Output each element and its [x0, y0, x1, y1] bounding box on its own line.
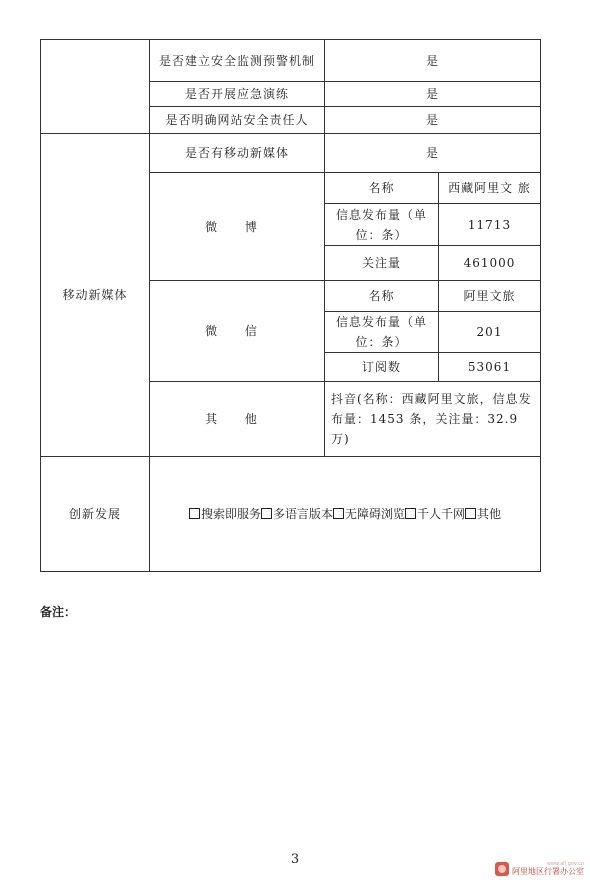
weibo-followers-value: 461000 [439, 246, 541, 281]
page-number: 3 [290, 852, 300, 867]
other-media-value: 抖音(名称：西藏阿里文旅，信息发布量：1453 条，关注量：32.9 万) [325, 382, 541, 457]
checkbox-other[interactable] [465, 508, 476, 519]
weibo-name-value: 西藏阿里文 旅 [439, 173, 541, 204]
mobile-media-section-label: 移动新媒体 [41, 134, 150, 457]
weibo-label: 微 博 [150, 173, 325, 281]
security-owner-value: 是 [325, 107, 541, 134]
other-media-label: 其 他 [150, 382, 325, 457]
watermark-url: www.ali.gov.cn [546, 861, 584, 867]
wechat-name-value: 阿里文旅 [439, 281, 541, 312]
table-row [41, 457, 541, 572]
option-multilingual: 多语言版本 [272, 507, 333, 521]
wechat-name-label: 名称 [325, 281, 439, 312]
wechat-label: 微 信 [150, 281, 325, 382]
checkbox-multilingual[interactable] [261, 508, 272, 519]
weibo-followers-label: 关注量 [325, 246, 439, 281]
option-personalized: 千人千网 [417, 507, 466, 521]
weibo-name-label: 名称 [325, 173, 439, 204]
option-accessibility: 无障碍浏览 [345, 507, 406, 521]
innovation-label: 创新发展 [41, 457, 150, 572]
checkbox-personalized[interactable] [405, 508, 416, 519]
innovation-checkbox-group [189, 504, 501, 524]
security-monitoring-value: 是 [325, 40, 541, 82]
emergency-drill-value: 是 [325, 82, 541, 107]
emergency-drill-label: 是否开展应急演练 [150, 82, 325, 107]
checkbox-search-as-service[interactable] [189, 508, 200, 519]
option-other: 其他 [477, 507, 502, 521]
has-mobile-media-value: 是 [325, 134, 541, 173]
section-cell-security [41, 40, 150, 134]
wechat-subscribers-value: 53061 [439, 353, 541, 382]
remarks-label: 备注： [40, 605, 77, 619]
weibo-posts-label: 信息发布量（单位：条） [325, 204, 439, 246]
weibo-posts-value: 11713 [439, 204, 541, 246]
table-row [41, 134, 541, 173]
report-table [40, 39, 541, 572]
watermark-name: 阿里地区行署办公室 [512, 867, 584, 876]
watermark-text [512, 862, 584, 876]
wechat-posts-value: 201 [439, 312, 541, 353]
option-search-as-service: 搜索即服务 [200, 507, 261, 521]
has-mobile-media-label: 是否有移动新媒体 [150, 134, 325, 173]
wechat-posts-label: 信息发布量（单位：条） [325, 312, 439, 353]
security-owner-label: 是否明确网站安全责任人 [150, 107, 325, 134]
security-monitoring-label: 是否建立安全监测预警机制 [150, 40, 325, 82]
seal-icon [495, 862, 509, 876]
watermark [495, 862, 584, 876]
wechat-subscribers-label: 订阅数 [325, 353, 439, 382]
table-row [41, 40, 541, 82]
innovation-options [150, 457, 541, 572]
checkbox-accessibility[interactable] [333, 508, 344, 519]
